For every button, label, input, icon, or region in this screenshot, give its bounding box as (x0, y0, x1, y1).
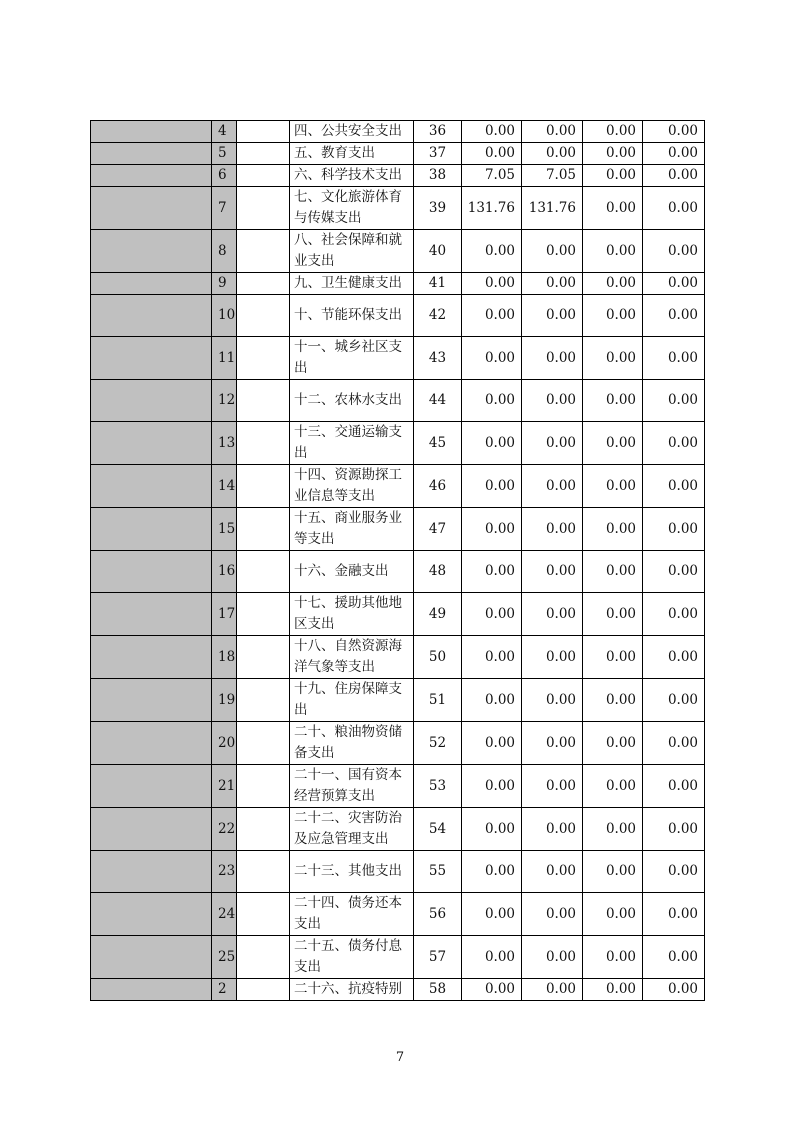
item-name-cell: 二十三、其他支出 (290, 851, 414, 893)
value-cell-4: 0.00 (643, 679, 705, 722)
gray-spacer-cell (91, 165, 212, 187)
table-row (91, 143, 705, 165)
value-cell-3: 0.00 (583, 593, 643, 636)
table-row (91, 936, 705, 979)
gray-spacer-cell (91, 808, 212, 851)
value-cell-2: 7.05 (522, 165, 583, 187)
value-cell-2: 0.00 (522, 722, 583, 765)
item-name-cell: 十八、自然资源海洋气象等支出 (290, 636, 414, 679)
row-index-cell: 9 (212, 273, 237, 295)
value-cell-2: 131.76 (522, 187, 583, 230)
value-cell-2: 0.00 (522, 679, 583, 722)
value-cell-4: 0.00 (643, 143, 705, 165)
gray-spacer-cell (91, 893, 212, 936)
table-row (91, 187, 705, 230)
line-number-cell: 58 (414, 979, 462, 1001)
value-cell-2: 0.00 (522, 337, 583, 380)
blank-cell (237, 765, 290, 808)
item-name-cell: 九、卫生健康支出 (290, 273, 414, 295)
gray-spacer-cell (91, 679, 212, 722)
table-row (91, 893, 705, 936)
gray-spacer-cell (91, 380, 212, 422)
row-index-cell: 5 (212, 143, 237, 165)
blank-cell (237, 936, 290, 979)
table-row (91, 722, 705, 765)
row-index-cell: 17 (212, 593, 237, 636)
value-cell-4: 0.00 (643, 121, 705, 143)
value-cell-4: 0.00 (643, 893, 705, 936)
value-cell-2: 0.00 (522, 593, 583, 636)
line-number-cell: 43 (414, 337, 462, 380)
value-cell-3: 0.00 (583, 765, 643, 808)
value-cell-3: 0.00 (583, 230, 643, 273)
value-cell-3: 0.00 (583, 422, 643, 465)
value-cell-1: 0.00 (462, 851, 522, 893)
row-index-cell: 21 (212, 765, 237, 808)
value-cell-3: 0.00 (583, 295, 643, 337)
value-cell-1: 0.00 (462, 679, 522, 722)
value-cell-3: 0.00 (583, 808, 643, 851)
gray-spacer-cell (91, 465, 212, 508)
value-cell-3: 0.00 (583, 979, 643, 1001)
value-cell-4: 0.00 (643, 808, 705, 851)
gray-spacer-cell (91, 936, 212, 979)
value-cell-2: 0.00 (522, 295, 583, 337)
blank-cell (237, 551, 290, 593)
value-cell-4: 0.00 (643, 765, 705, 808)
table-row (91, 765, 705, 808)
value-cell-2: 0.00 (522, 551, 583, 593)
value-cell-2: 0.00 (522, 465, 583, 508)
blank-cell (237, 121, 290, 143)
value-cell-3: 0.00 (583, 380, 643, 422)
value-cell-2: 0.00 (522, 851, 583, 893)
blank-cell (237, 893, 290, 936)
item-name-cell: 十五、商业服务业等支出 (290, 508, 414, 551)
line-number-cell: 48 (414, 551, 462, 593)
value-cell-1: 0.00 (462, 143, 522, 165)
value-cell-3: 0.00 (583, 187, 643, 230)
line-number-cell: 44 (414, 380, 462, 422)
value-cell-1: 7.05 (462, 165, 522, 187)
value-cell-1: 0.00 (462, 551, 522, 593)
blank-cell (237, 143, 290, 165)
blank-cell (237, 422, 290, 465)
line-number-cell: 39 (414, 187, 462, 230)
value-cell-1: 0.00 (462, 273, 522, 295)
line-number-cell: 40 (414, 230, 462, 273)
value-cell-4: 0.00 (643, 165, 705, 187)
line-number-cell: 52 (414, 722, 462, 765)
value-cell-3: 0.00 (583, 121, 643, 143)
item-name-cell: 十七、援助其他地区支出 (290, 593, 414, 636)
line-number-cell: 53 (414, 765, 462, 808)
line-number-cell: 38 (414, 165, 462, 187)
value-cell-4: 0.00 (643, 722, 705, 765)
table-row (91, 295, 705, 337)
table-row (91, 679, 705, 722)
value-cell-1: 0.00 (462, 121, 522, 143)
gray-spacer-cell (91, 273, 212, 295)
value-cell-2: 0.00 (522, 936, 583, 979)
table-row (91, 979, 705, 1001)
value-cell-1: 0.00 (462, 593, 522, 636)
value-cell-4: 0.00 (643, 337, 705, 380)
line-number-cell: 56 (414, 893, 462, 936)
line-number-cell: 46 (414, 465, 462, 508)
row-index-cell: 23 (212, 851, 237, 893)
row-index-cell: 8 (212, 230, 237, 273)
value-cell-4: 0.00 (643, 593, 705, 636)
row-index-cell: 4 (212, 121, 237, 143)
value-cell-4: 0.00 (643, 273, 705, 295)
line-number-cell: 55 (414, 851, 462, 893)
value-cell-3: 0.00 (583, 851, 643, 893)
value-cell-1: 0.00 (462, 380, 522, 422)
gray-spacer-cell (91, 979, 212, 1001)
blank-cell (237, 593, 290, 636)
table-row (91, 508, 705, 551)
expenditure-table (90, 120, 705, 1001)
table-row (91, 337, 705, 380)
item-name-cell: 十一、城乡社区支出 (290, 337, 414, 380)
gray-spacer-cell (91, 230, 212, 273)
item-name-cell: 五、教育支出 (290, 143, 414, 165)
blank-cell (237, 273, 290, 295)
value-cell-4: 0.00 (643, 465, 705, 508)
gray-spacer-cell (91, 551, 212, 593)
value-cell-2: 0.00 (522, 422, 583, 465)
item-name-cell: 八、社会保障和就业支出 (290, 230, 414, 273)
blank-cell (237, 851, 290, 893)
row-index-cell: 2 (212, 979, 237, 1001)
value-cell-2: 0.00 (522, 143, 583, 165)
item-name-cell: 四、公共安全支出 (290, 121, 414, 143)
gray-spacer-cell (91, 636, 212, 679)
value-cell-2: 0.00 (522, 808, 583, 851)
value-cell-1: 0.00 (462, 765, 522, 808)
value-cell-1: 0.00 (462, 295, 522, 337)
line-number-cell: 37 (414, 143, 462, 165)
gray-spacer-cell (91, 593, 212, 636)
value-cell-4: 0.00 (643, 936, 705, 979)
value-cell-3: 0.00 (583, 337, 643, 380)
value-cell-2: 0.00 (522, 380, 583, 422)
value-cell-3: 0.00 (583, 508, 643, 551)
value-cell-2: 0.00 (522, 273, 583, 295)
value-cell-1: 0.00 (462, 636, 522, 679)
value-cell-4: 0.00 (643, 551, 705, 593)
table-row (91, 636, 705, 679)
value-cell-1: 0.00 (462, 508, 522, 551)
blank-cell (237, 508, 290, 551)
blank-cell (237, 295, 290, 337)
table-row (91, 422, 705, 465)
item-name-cell: 十二、农林水支出 (290, 380, 414, 422)
item-name-cell: 十四、资源勘探工业信息等支出 (290, 465, 414, 508)
value-cell-4: 0.00 (643, 508, 705, 551)
table-row (91, 273, 705, 295)
table-row (91, 465, 705, 508)
value-cell-2: 0.00 (522, 765, 583, 808)
value-cell-3: 0.00 (583, 273, 643, 295)
line-number-cell: 51 (414, 679, 462, 722)
item-name-cell: 二十五、债务付息支出 (290, 936, 414, 979)
value-cell-1: 0.00 (462, 422, 522, 465)
gray-spacer-cell (91, 295, 212, 337)
row-index-cell: 15 (212, 508, 237, 551)
value-cell-4: 0.00 (643, 187, 705, 230)
value-cell-3: 0.00 (583, 165, 643, 187)
item-name-cell: 六、科学技术支出 (290, 165, 414, 187)
blank-cell (237, 722, 290, 765)
value-cell-1: 0.00 (462, 893, 522, 936)
row-index-cell: 13 (212, 422, 237, 465)
value-cell-2: 0.00 (522, 121, 583, 143)
line-number-cell: 54 (414, 808, 462, 851)
value-cell-4: 0.00 (643, 295, 705, 337)
row-index-cell: 10 (212, 295, 237, 337)
value-cell-4: 0.00 (643, 851, 705, 893)
gray-spacer-cell (91, 722, 212, 765)
value-cell-1: 131.76 (462, 187, 522, 230)
row-index-cell: 22 (212, 808, 237, 851)
blank-cell (237, 465, 290, 508)
value-cell-4: 0.00 (643, 380, 705, 422)
value-cell-1: 0.00 (462, 337, 522, 380)
table-row (91, 380, 705, 422)
item-name-cell: 二十二、灾害防治及应急管理支出 (290, 808, 414, 851)
value-cell-2: 0.00 (522, 230, 583, 273)
value-cell-2: 0.00 (522, 893, 583, 936)
gray-spacer-cell (91, 121, 212, 143)
blank-cell (237, 230, 290, 273)
blank-cell (237, 979, 290, 1001)
row-index-cell: 19 (212, 679, 237, 722)
row-index-cell: 25 (212, 936, 237, 979)
value-cell-3: 0.00 (583, 636, 643, 679)
row-index-cell: 14 (212, 465, 237, 508)
table-row (91, 851, 705, 893)
table-row (91, 230, 705, 273)
gray-spacer-cell (91, 422, 212, 465)
table-row (91, 551, 705, 593)
blank-cell (237, 380, 290, 422)
row-index-cell: 12 (212, 380, 237, 422)
value-cell-3: 0.00 (583, 722, 643, 765)
table-row (91, 593, 705, 636)
line-number-cell: 42 (414, 295, 462, 337)
gray-spacer-cell (91, 851, 212, 893)
gray-spacer-cell (91, 187, 212, 230)
item-name-cell: 十、节能环保支出 (290, 295, 414, 337)
gray-spacer-cell (91, 765, 212, 808)
item-name-cell: 十九、住房保障支出 (290, 679, 414, 722)
blank-cell (237, 808, 290, 851)
line-number-cell: 41 (414, 273, 462, 295)
blank-cell (237, 636, 290, 679)
value-cell-3: 0.00 (583, 893, 643, 936)
row-index-cell: 6 (212, 165, 237, 187)
blank-cell (237, 187, 290, 230)
table-row (91, 121, 705, 143)
table-row (91, 165, 705, 187)
value-cell-3: 0.00 (583, 465, 643, 508)
line-number-cell: 36 (414, 121, 462, 143)
value-cell-2: 0.00 (522, 979, 583, 1001)
value-cell-1: 0.00 (462, 230, 522, 273)
value-cell-2: 0.00 (522, 508, 583, 551)
gray-spacer-cell (91, 143, 212, 165)
item-name-cell: 七、文化旅游体育与传媒支出 (290, 187, 414, 230)
value-cell-4: 0.00 (643, 422, 705, 465)
line-number-cell: 45 (414, 422, 462, 465)
item-name-cell: 二十一、国有资本经营预算支出 (290, 765, 414, 808)
blank-cell (237, 165, 290, 187)
item-name-cell: 二十四、债务还本支出 (290, 893, 414, 936)
row-index-cell: 20 (212, 722, 237, 765)
blank-cell (237, 337, 290, 380)
value-cell-1: 0.00 (462, 936, 522, 979)
value-cell-2: 0.00 (522, 636, 583, 679)
value-cell-4: 0.00 (643, 979, 705, 1001)
item-name-cell: 十六、金融支出 (290, 551, 414, 593)
line-number-cell: 47 (414, 508, 462, 551)
value-cell-1: 0.00 (462, 465, 522, 508)
row-index-cell: 24 (212, 893, 237, 936)
line-number-cell: 57 (414, 936, 462, 979)
page-number: 7 (395, 1050, 405, 1065)
value-cell-1: 0.00 (462, 808, 522, 851)
value-cell-1: 0.00 (462, 722, 522, 765)
item-name-cell: 二十、粮油物资储备支出 (290, 722, 414, 765)
table-row (91, 808, 705, 851)
item-name-cell: 十三、交通运输支出 (290, 422, 414, 465)
row-index-cell: 7 (212, 187, 237, 230)
value-cell-3: 0.00 (583, 679, 643, 722)
gray-spacer-cell (91, 508, 212, 551)
row-index-cell: 16 (212, 551, 237, 593)
line-number-cell: 50 (414, 636, 462, 679)
value-cell-4: 0.00 (643, 636, 705, 679)
row-index-cell: 18 (212, 636, 237, 679)
value-cell-3: 0.00 (583, 936, 643, 979)
item-name-cell: 二十六、抗疫特别 (290, 979, 414, 1001)
line-number-cell: 49 (414, 593, 462, 636)
value-cell-4: 0.00 (643, 230, 705, 273)
value-cell-1: 0.00 (462, 979, 522, 1001)
blank-cell (237, 679, 290, 722)
row-index-cell: 11 (212, 337, 237, 380)
gray-spacer-cell (91, 337, 212, 380)
value-cell-3: 0.00 (583, 551, 643, 593)
value-cell-3: 0.00 (583, 143, 643, 165)
